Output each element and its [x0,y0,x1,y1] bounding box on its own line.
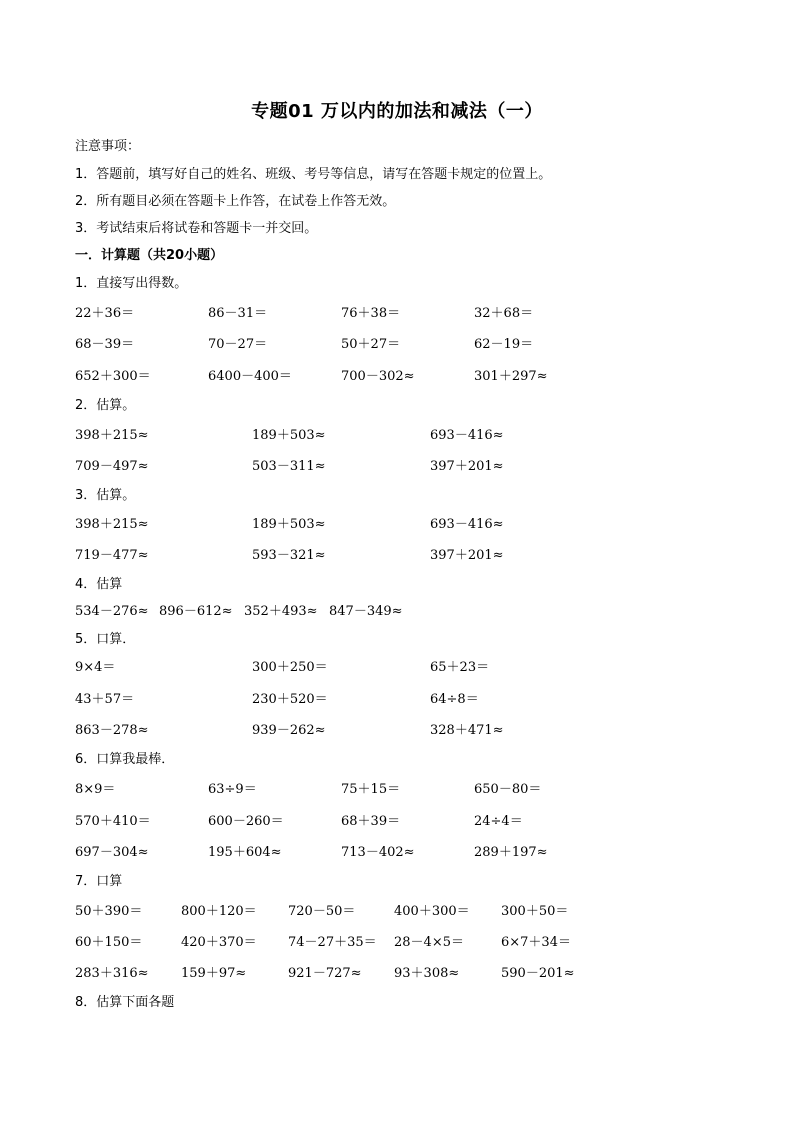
expression: 300＋50＝ [501,904,569,919]
expression: 800＋120＝ [181,904,257,919]
question-label: 7．口算 [75,874,123,889]
expression: 590－201≈ [501,966,575,981]
expression: 43＋57＝ [75,692,135,707]
expression: 301＋297≈ [474,369,548,384]
question-row [0,778,794,796]
expression: 300＋250＝ [252,660,328,675]
expression: 64÷8＝ [430,692,479,707]
expression: 32＋68＝ [474,306,534,321]
expression: 86－31＝ [208,306,268,321]
expression: 720－50＝ [288,904,356,919]
question-row [0,302,794,320]
question-label: 2．估算。 [75,398,136,413]
expression: 93＋308≈ [394,966,460,981]
expression: 398＋215≈ [75,517,149,532]
expression: 896－612≈ [159,604,233,619]
expression: 593－321≈ [252,548,326,563]
question-label: 3．估算。 [75,488,136,503]
expression: 600－260＝ [208,814,284,829]
notice-item-3: 3．考试结束后将试卷和答题卡一并交回。 [75,221,318,236]
expression: 700－302≈ [341,369,415,384]
expression: 693－416≈ [430,517,504,532]
expression: 50＋390＝ [75,904,143,919]
expression: 189＋503≈ [252,428,326,443]
expression: 283＋316≈ [75,966,149,981]
expression: 713－402≈ [341,845,415,860]
expression: 397＋201≈ [430,459,504,474]
expression: 75＋15＝ [341,782,401,797]
expression: 939－262≈ [252,723,326,738]
expression: 650－80＝ [474,782,542,797]
expression: 652＋300＝ [75,369,151,384]
question-row [0,688,794,706]
expression: 693－416≈ [430,428,504,443]
question-row [0,900,794,918]
question-label: 4．估算 [75,577,123,592]
notice-item-2: 2．所有题目必须在答题卡上作答，在试卷上作答无效。 [75,194,396,209]
question-label: 1．直接写出得数。 [75,276,188,291]
question-row [0,544,794,562]
expression: 65＋23＝ [430,660,490,675]
expression: 570＋410＝ [75,814,151,829]
expression: 9×4＝ [75,660,116,675]
question-row [0,719,794,737]
expression: 709－497≈ [75,459,149,474]
question-label: 6．口算我最棒． [75,752,175,767]
question-row [0,931,794,949]
expression: 921－727≈ [288,966,362,981]
question-row [0,656,794,674]
question-row [0,810,794,828]
expression: 534－276≈ [75,604,149,619]
expression: 328＋471≈ [430,723,504,738]
question-label: 5．口算． [75,632,136,647]
question-row [0,333,794,351]
expression: 24÷4＝ [474,814,523,829]
expression: 195＋604≈ [208,845,282,860]
expression: 6×7＋34＝ [501,935,571,950]
question-row [0,841,794,859]
expression: 74－27＋35＝ [288,935,377,950]
expression: 63÷9＝ [208,782,257,797]
question-label: 8．估算下面各题 [75,995,175,1010]
expression: 70－27＝ [208,337,268,352]
expression: 159＋97≈ [181,966,247,981]
expression: 863－278≈ [75,723,149,738]
page-title: 专题01 万以内的加法和减法（一） [251,101,543,122]
expression: 60＋150＝ [75,935,143,950]
question-row [0,600,794,618]
notice-item-1: 1．答题前，填写好自己的姓名、班级、考号等信息，请写在答题卡规定的位置上。 [75,167,552,182]
expression: 847－349≈ [329,604,403,619]
question-row [0,962,794,980]
expression: 697－304≈ [75,845,149,860]
expression: 68＋39＝ [341,814,401,829]
question-row [0,365,794,383]
expression: 22＋36＝ [75,306,135,321]
expression: 50＋27＝ [341,337,401,352]
expression: 6400－400＝ [208,369,292,384]
question-row [0,513,794,531]
expression: 400＋300＝ [394,904,470,919]
expression: 8×9＝ [75,782,116,797]
expression: 189＋503≈ [252,517,326,532]
notice-heading: 注意事项： [75,139,141,154]
expression: 420＋370＝ [181,935,257,950]
question-row [0,455,794,473]
expression: 28－4×5＝ [394,935,464,950]
expression: 62－19＝ [474,337,534,352]
expression: 76＋38＝ [341,306,401,321]
expression: 289＋197≈ [474,845,548,860]
section-title: 一．计算题（共20小题） [75,248,224,263]
expression: 397＋201≈ [430,548,504,563]
expression: 352＋493≈ [244,604,318,619]
expression: 503－311≈ [252,459,326,474]
expression: 719－477≈ [75,548,149,563]
question-row [0,424,794,442]
expression: 230＋520＝ [252,692,328,707]
expression: 68－39＝ [75,337,135,352]
expression: 398＋215≈ [75,428,149,443]
